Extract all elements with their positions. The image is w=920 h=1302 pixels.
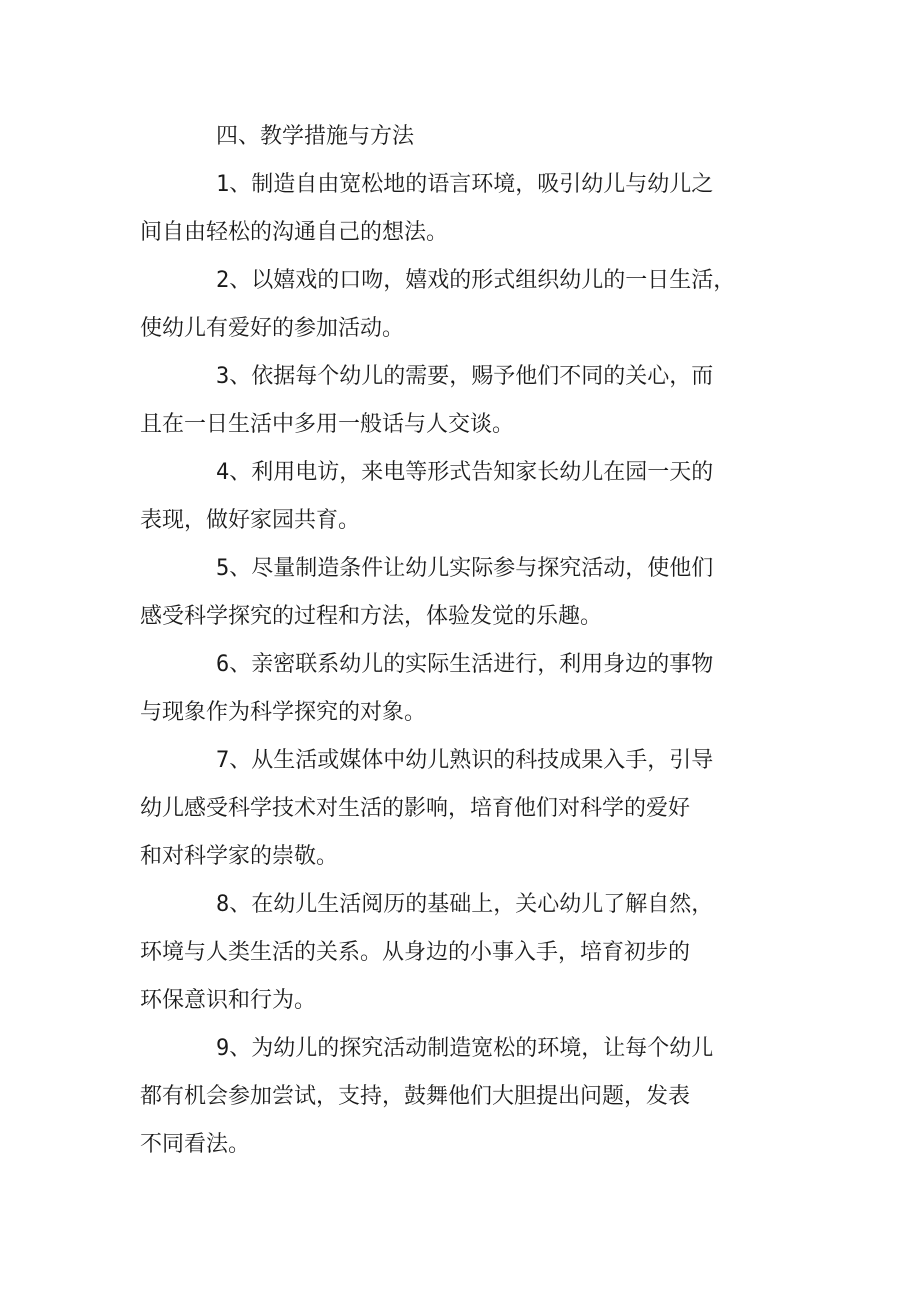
paragraph-line: 7、从生活或媒体中幼儿熟识的科技成果入手，引导 bbox=[216, 748, 714, 773]
paragraph-line: 和对科学家的崇敬。 bbox=[140, 844, 339, 869]
paragraph-line: 间自由轻松的沟通自己的想法。 bbox=[140, 220, 449, 245]
paragraph-line: 与现象作为科学探究的对象。 bbox=[140, 700, 427, 725]
paragraph-line: 不同看法。 bbox=[140, 1132, 251, 1157]
paragraph-line: 使幼儿有爱好的参加活动。 bbox=[140, 316, 405, 341]
paragraph-line: 感受科学探究的过程和方法，体验发觉的乐趣。 bbox=[140, 604, 603, 629]
paragraph-line: 9、为幼儿的探究活动制造宽松的环境，让每个幼儿 bbox=[216, 1036, 714, 1061]
paragraph-line: 都有机会参加尝试，支持，鼓舞他们大胆提出问题，发表 bbox=[140, 1084, 691, 1109]
paragraph-line: 2、以嬉戏的口吻，嬉戏的形式组织幼儿的一日生活， bbox=[216, 268, 736, 293]
paragraph-line: 且在一日生活中多用一般话与人交谈。 bbox=[140, 412, 515, 437]
section-heading: 四、教学措施与方法 bbox=[216, 124, 415, 149]
paragraph-line: 环境与人类生活的关系。从身边的小事入手，培育初步的 bbox=[140, 940, 691, 965]
paragraph-line: 幼儿感受科学技术对生活的影响，培育他们对科学的爱好 bbox=[140, 796, 691, 821]
paragraph-line: 6、亲密联系幼儿的实际生活进行，利用身边的事物 bbox=[216, 652, 714, 677]
paragraph-line: 3、依据每个幼儿的需要，赐予他们不同的关心，而 bbox=[216, 364, 714, 389]
paragraph-line: 环保意识和行为。 bbox=[140, 988, 317, 1013]
paragraph-line: 表现，做好家园共育。 bbox=[140, 508, 361, 533]
paragraph-line: 4、利用电访，来电等形式告知家长幼儿在园一天的 bbox=[216, 460, 714, 485]
paragraph-line: 8、在幼儿生活阅历的基础上，关心幼儿了解自然， bbox=[216, 892, 714, 917]
paragraph-line: 5、尽量制造条件让幼儿实际参与探究活动，使他们 bbox=[216, 556, 714, 581]
paragraph-line: 1、制造自由宽松地的语言环境，吸引幼儿与幼儿之 bbox=[216, 172, 714, 197]
